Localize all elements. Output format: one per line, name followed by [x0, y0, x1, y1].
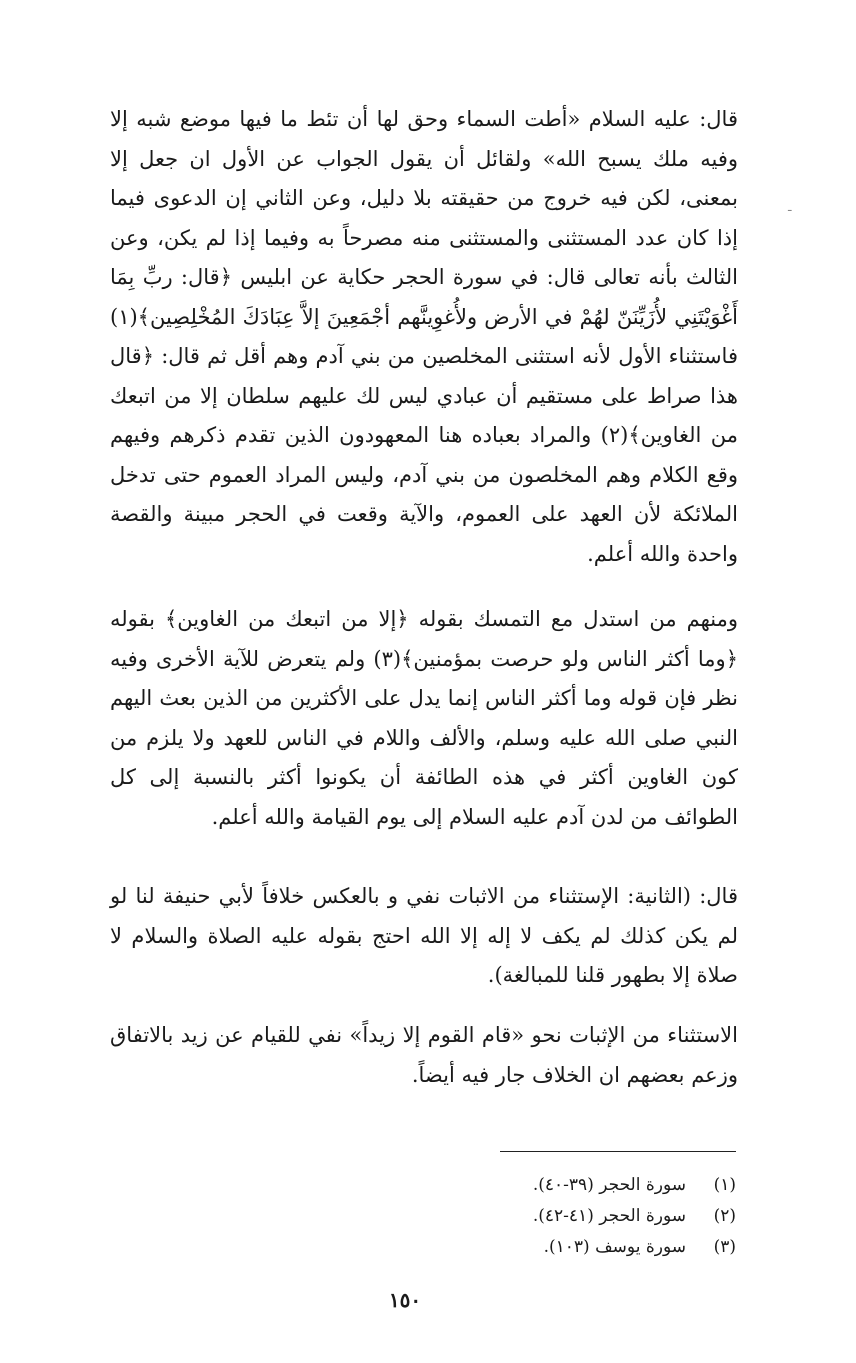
paragraph-2: ومنهم من استدل مع التمسك بقوله ﴿إلا من اتبعك من الغاوين﴾ بقوله ﴿وما أكثر الناس ولو حرصت بمؤمنين﴾(٣) ولم يتعرض للآية الأخرى وفيه نظر فإن قوله وما أكثر الناس إنما يدل على الأكثرين من الذين بعث اليهم النبي صلى الله عليه وسلم، والألف واللام في الناس للعهد ولا يلزم من كون الغاوين أكثر في هذه الطائفة أن يكونوا أكثر بالنسبة إلى كل الطوائف من لدن آدم عليه السلام إلى يوم القيامة والله أعلم.: [110, 607, 738, 829]
footnote-item: [440, 1170, 736, 1201]
paragraph-1: قال: عليه السلام «أطت السماء وحق لها أن تئط ما فيها موضع شبه إلا وفيه ملك يسبح الله» ولقائل أن يقول الجواب عن الأول ان جعل إلا بمعنى، لكن فيه خروج من حقيقته بلا دليل، وعن الثاني إن الدعوى فيما إذا كان عدد المستثنى والمستثنى منه مصرحاً به وفيما إذا لم يكن، وعن الثالث بأنه تعالى قال: في سورة الحجر حكاية عن ابليس ﴿قال: ربِّ بِمَا أَغْوَيْتَنِي لأُزَيِّنَنّ لهُمْ في الأرض ولأُغوِينَّهم أجْمَعِينَ إلاَّ عِبَادَكَ المُخْلِصِين﴾(١) فاستثناء الأول لأنه استثنى المخلصين من بني آدم وهم أقل ثم قال: ﴿قال هذا صراط على مستقيم أن عبادي ليس لك عليهم سلطان إلا من اتبعك من الغاوين﴾(٢) والمراد بعباده هنا المعهودون الذين تقدم ذكرهم وفيهم وقع الكلام وهم المخلصون من بني آدم، وليس المراد العموم حتى تدخل الملائكة لأن العهد على العموم، والآية وقعت في الحجر مبينة والقصة واحدة والله أعلم.: [110, 107, 738, 566]
margin-mark: ـ: [788, 200, 792, 214]
footnote-number: (٣): [713, 1237, 736, 1257]
footnote-item: [440, 1201, 736, 1232]
paragraph-3: قال: (الثانية: الإستثناء من الاثبات نفي و بالعكس خلافاً لأبي حنيفة لنا لو لم يكن كذلك لم يكف لا إله إلا الله احتج بقوله عليه الصلاة والسلام لا صلاة إلا بطهور قلنا للمبالغة).: [110, 884, 738, 987]
footnote-text: سورة يوسف (١٠٣).: [543, 1237, 686, 1257]
footnote-number: (٢): [713, 1206, 736, 1226]
footnote-item: [440, 1232, 736, 1263]
footnote-text: سورة الحجر (٣٩-٤٠).: [532, 1175, 686, 1195]
footnote-number: (١): [713, 1175, 736, 1195]
footnotes-list: [440, 1170, 736, 1263]
page-number: ١٥٠: [388, 1288, 422, 1312]
footnote-text: سورة الحجر (٤١-٤٢).: [532, 1206, 686, 1226]
footnote-divider: [500, 1151, 736, 1152]
paragraph-4: الاستثناء من الإثبات نحو «قام القوم إلا زيداً» نفي للقيام عن زيد بالاتفاق وزعم بعضهم ان الخلاف جار فيه أيضاً.: [110, 1023, 738, 1087]
